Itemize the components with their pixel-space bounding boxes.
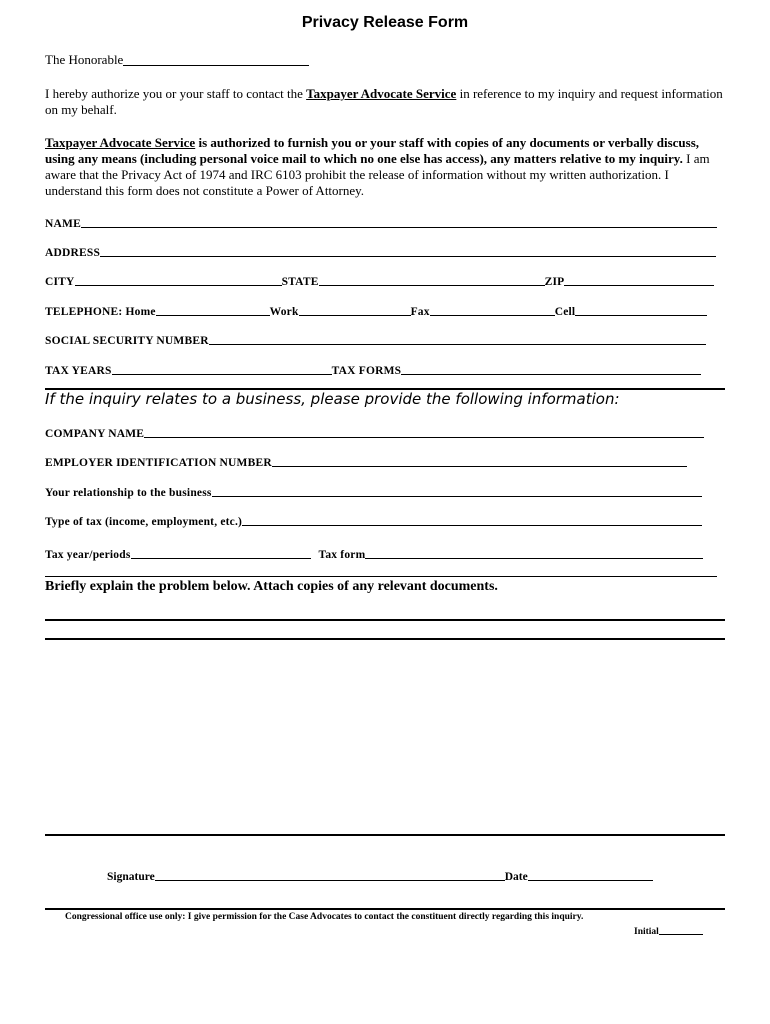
honorable-field[interactable]	[123, 53, 309, 66]
date-field[interactable]	[528, 868, 653, 881]
signature-label: Signature	[107, 871, 155, 883]
relationship-row	[45, 483, 702, 499]
ein-label: EMPLOYER IDENTIFICATION NUMBER	[45, 457, 272, 469]
honorable-row	[45, 52, 309, 68]
city-field[interactable]	[75, 273, 282, 286]
name-field[interactable]	[81, 215, 717, 228]
ssn-label: SOCIAL SECURITY NUMBER	[45, 335, 209, 347]
ein-field[interactable]	[272, 454, 687, 467]
city-label: CITY	[45, 276, 75, 288]
signature-row	[107, 868, 653, 883]
business-section-heading: If the inquiry relates to a business, please provide the following information:	[45, 390, 620, 408]
signature-field[interactable]	[155, 868, 505, 881]
congressional-divider	[45, 908, 725, 910]
privacy-act-text: I am aware that the Privacy Act of 1974 and IRC 6103 prohibit the release of information without my written authorization. I understand this form does not constitute a Power of Attorney.	[45, 151, 710, 198]
explain-line-2	[45, 638, 725, 640]
explain-line-1	[45, 619, 725, 621]
ssn-row	[45, 331, 706, 347]
date-label: Date	[504, 871, 528, 883]
address-row	[45, 243, 716, 259]
initial-label: Initial	[634, 927, 659, 937]
company-name-label: COMPANY NAME	[45, 428, 145, 440]
authorize-text-before: I hereby authorize you or your staff to contact the	[45, 86, 307, 101]
work-label: Work	[269, 306, 299, 318]
tax-forms-field[interactable]	[401, 362, 701, 375]
congressional-note: Congressional office use only: I give permission for the Case Advocates to contact the constituent directly regarding this inquiry.	[65, 912, 584, 922]
cell-field[interactable]	[575, 303, 707, 316]
work-field[interactable]	[299, 303, 411, 316]
fax-label: Fax	[410, 306, 430, 318]
cell-label: Cell	[554, 306, 576, 318]
explain-instruction: Briefly explain the problem below. Attach copies of any relevant documents.	[45, 579, 498, 594]
telephone-row	[45, 302, 707, 318]
ssn-field[interactable]	[209, 332, 706, 345]
page-title: Privacy Release Form	[301, 14, 469, 31]
tax-years-label: TAX YEARS	[45, 365, 112, 377]
tax-periods-row	[45, 545, 703, 561]
tax-forms-label: TAX FORMS	[331, 365, 402, 377]
fax-field[interactable]	[430, 303, 555, 316]
honorable-label: The Honorable	[45, 52, 124, 67]
explain-bottom-line	[45, 834, 725, 836]
company-name-row	[45, 424, 704, 440]
name-row	[45, 214, 717, 230]
tas-name: Taxpayer Advocate Service	[45, 135, 196, 150]
tas-name-link: Taxpayer Advocate Service	[306, 86, 457, 101]
tax-periods-field[interactable]	[131, 546, 311, 559]
telephone-home-field[interactable]	[156, 303, 270, 316]
name-label: NAME	[45, 218, 81, 230]
initial-field[interactable]	[659, 924, 703, 935]
relationship-field[interactable]	[212, 484, 702, 497]
authorize-text-after: in reference to my inquiry and request information on my behalf.	[45, 86, 723, 117]
address-field[interactable]	[100, 244, 716, 257]
telephone-home-label: TELEPHONE: Home	[45, 306, 156, 318]
state-label: STATE	[281, 276, 319, 288]
tas-bold-text: is authorized to furnish you or your staff with copies of any documents or verbally discuss, using any means (including personal voice mail to which no one else has access), any matters relative to my inquiry.	[45, 135, 700, 166]
state-field[interactable]	[319, 273, 545, 286]
zip-label: ZIP	[544, 276, 565, 288]
city-state-zip-row	[45, 272, 714, 288]
relationship-label: Your relationship to the business	[45, 487, 212, 499]
ein-row	[45, 453, 687, 469]
tax-years-forms-row	[45, 361, 701, 377]
tax-form-label: Tax form	[318, 549, 366, 561]
zip-field[interactable]	[564, 273, 714, 286]
tas-authorization-paragraph	[45, 135, 729, 199]
company-name-field[interactable]	[144, 425, 704, 438]
explanation-area[interactable]	[45, 642, 725, 832]
authorization-paragraph	[45, 86, 729, 118]
tax-years-field[interactable]	[112, 362, 332, 375]
tax-type-field[interactable]	[242, 513, 702, 526]
initial-row	[634, 924, 703, 937]
address-label: ADDRESS	[45, 247, 101, 259]
tax-type-row	[45, 512, 702, 528]
tax-periods-label: Tax year/periods	[45, 549, 131, 561]
tax-type-label: Type of tax (income, employment, etc.)	[45, 516, 243, 528]
tax-form-field[interactable]	[365, 546, 703, 559]
business-divider	[45, 576, 717, 577]
